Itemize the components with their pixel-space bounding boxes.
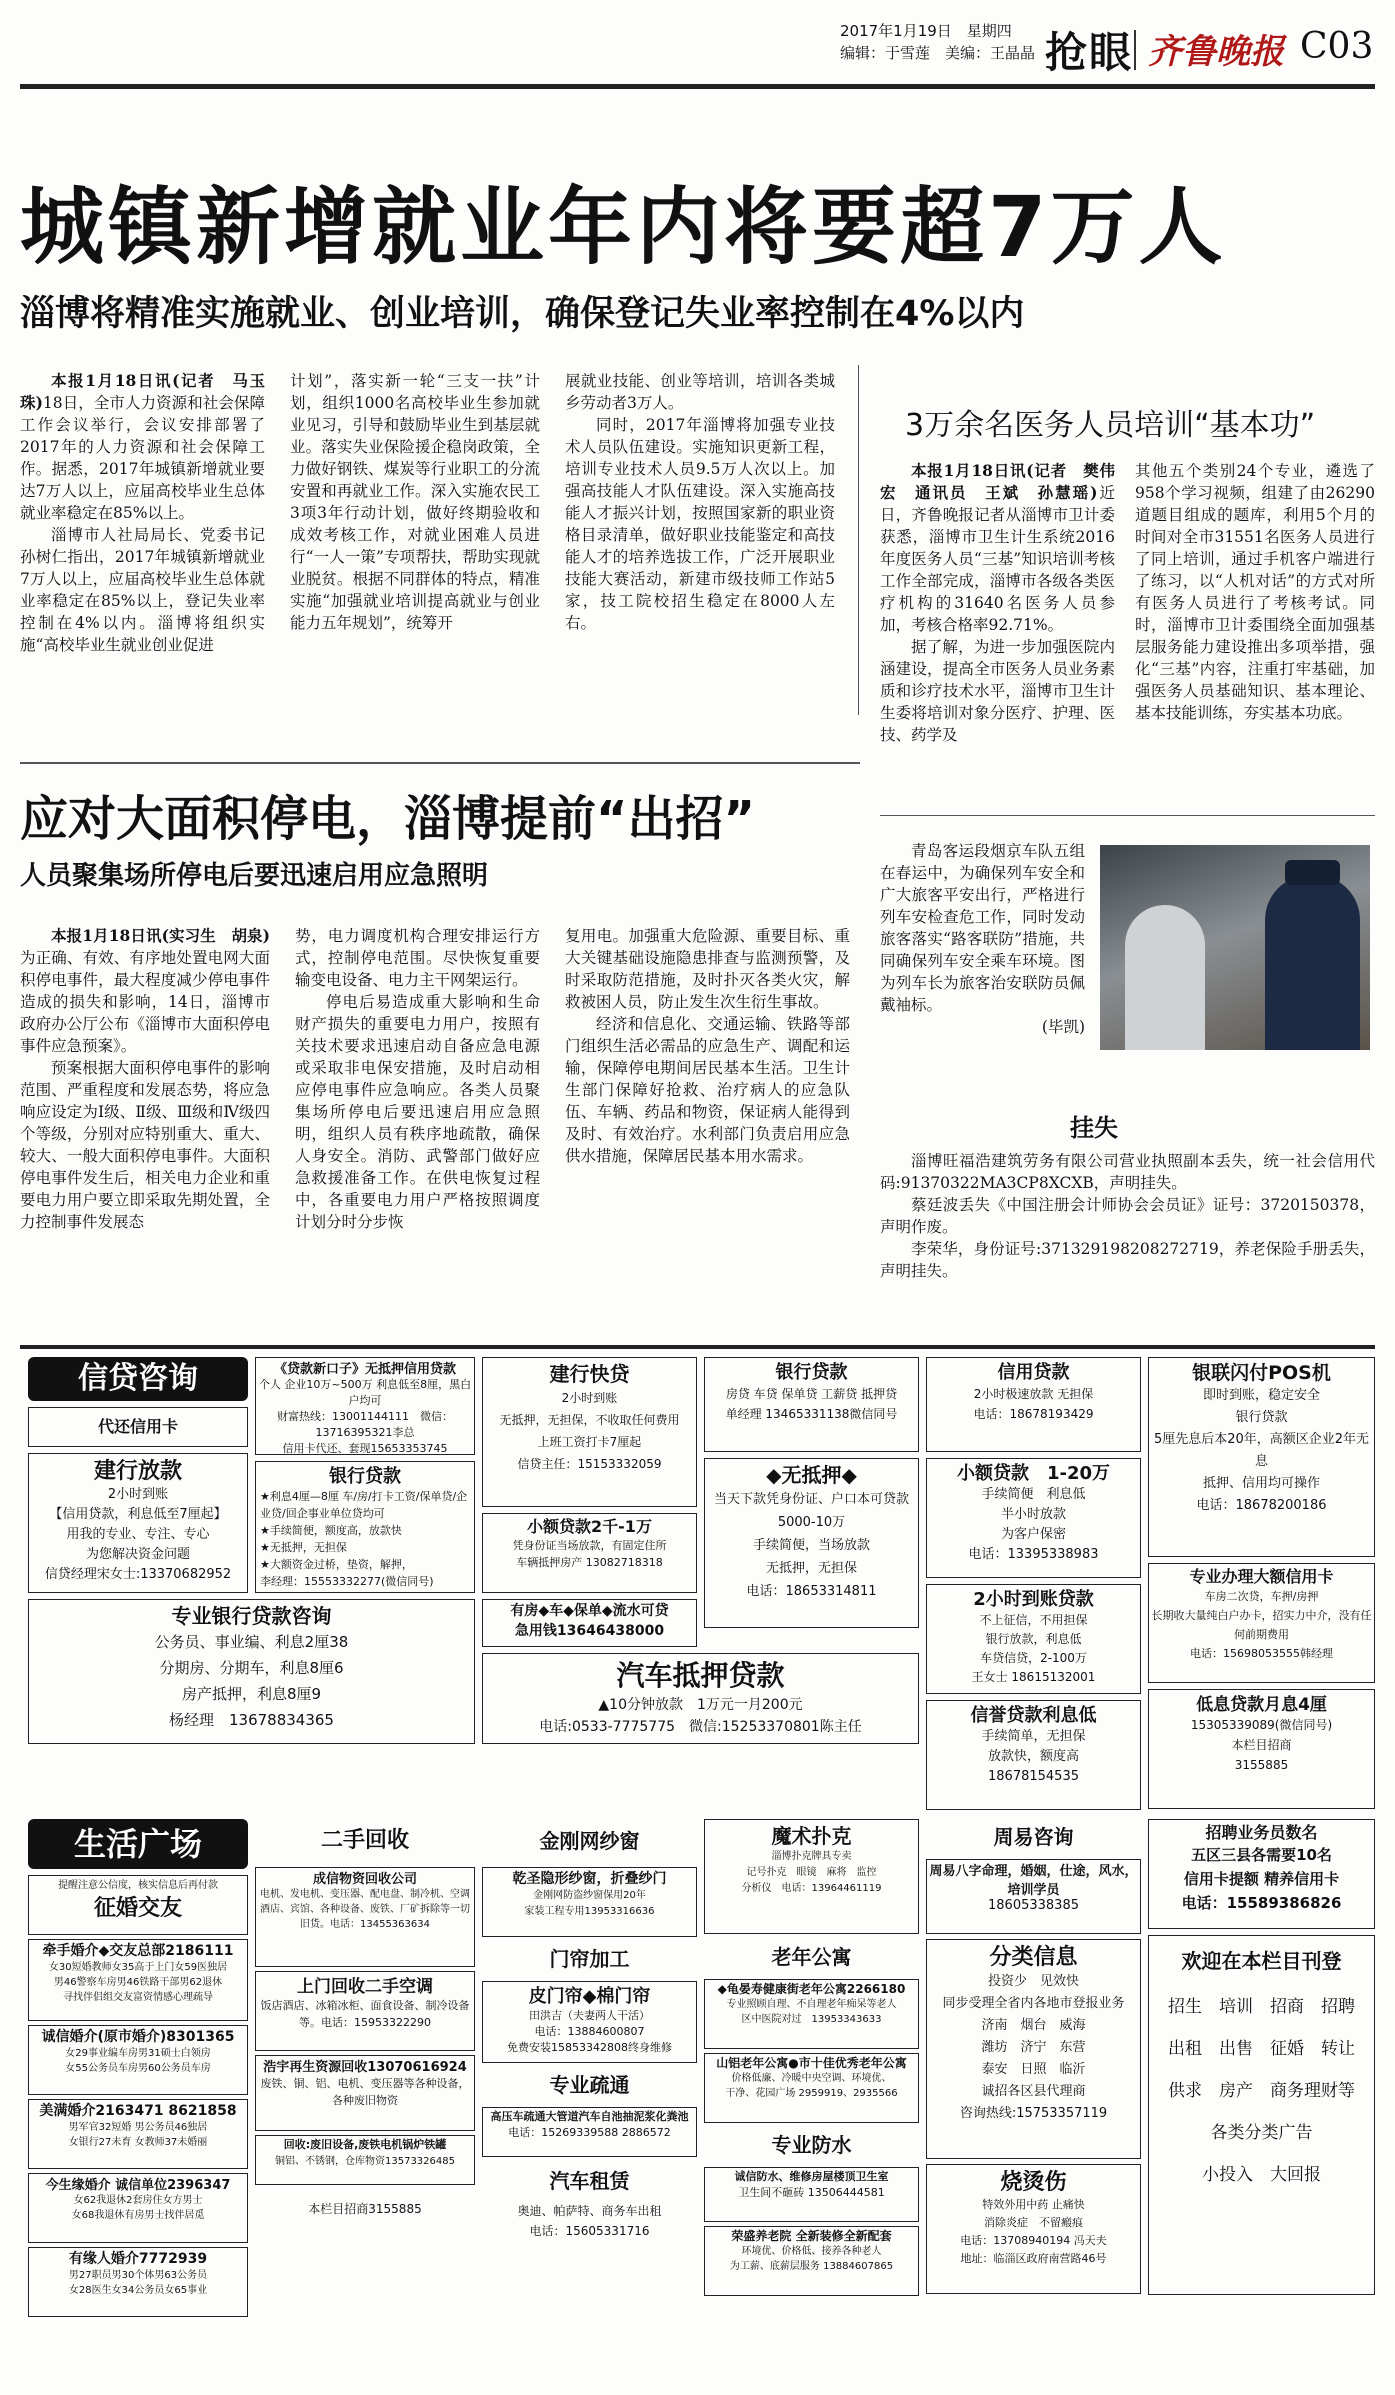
ad-box: 2小时到账贷款 不上征信，不用担保 银行放款，利息低 车贷信贷，2-100万 王女士 18615132001 [926,1584,1141,1694]
ad-box: 今生缘婚介 诚信单位2396347 女62我退休2套房住女方男士 女68我退休有房男士找伴居觅 [28,2173,248,2243]
lost-notice-item: 李荣华，身份证号:371329198208272719，养老保险手册丢失，声明挂失。 [880,1240,1375,1280]
ad-box: 欢迎在本栏目刊登 招生 培训 招商 招聘 出租 出售 征婚 转让 供求 房产 商务理财等 各类分类广告 小投入 大回报 [1148,1935,1375,2295]
ad-heading: 金刚网纱窗 [539,1829,640,1853]
subheadline-power-outage: 人员聚集场所停电后要迅速启用应急照明 [20,861,489,891]
conductor-cap [1285,860,1340,885]
ad-box: 银行贷款 ★利息4厘—8厘 车/房/打卡工资/保单贷/企业贷/回企事业单位贷均可 ★手续简便，额度高，放款快 ★无抵押，无担保 ★大额资金过桥，垫资，解押， 李经理：15553332277(微信同号) [255,1461,475,1593]
ad-box: 小额贷款2千-1万 凭身份证当场放款，有固定住所 车辆抵押房产 13082718318 [482,1513,697,1593]
ad-box: 分类信息 投资少 见效快 同步受理全省内各地市登报业务 济南 烟台 威海 潍坊 济宁 东营 泰安 日照 临沂 诚招各区县代理商 咨询热线:15753357119 [926,1939,1141,2159]
header-rule [20,84,1375,89]
ad-box: 招聘业务员数名 五区三县各需要10名 信用卡提额 精养信用卡 电话：15589386826 [1148,1819,1375,1929]
ad-box: 信用贷款 2小时极速放款 无担保 电话：18678193429 [926,1357,1141,1452]
ad-box: 诚信防水、维修房屋楼顶卫生室 卫生间不砸砖 13506444581 [704,2167,919,2222]
ad-box: 代还信用卡 [28,1407,248,1447]
ad-box: 银行贷款 房贷 车贷 保单贷 工薪贷 抵押贷 单经理 13465331138微信同号 [704,1357,919,1452]
ad-heading: 门帘加工 [549,1947,630,1971]
ad-box: ◆龟晏寿健康街老年公寓2266180 专业照顾自理、不自理老年痴呆等老人 区中医院对过 13953343633 [704,1979,919,2049]
ad-box: 《贷款新口子》无抵押信用贷款 个人 企业10万~500万 利息低至8厘，黑白户均可 财富热线：13001144111 微信：13716395321李总 信用卡代还、套现15653353745 [255,1357,475,1455]
ad-box: 皮门帘◆棉门帘 田洪吉（夫妻两人干活） 电话：13884600807 免费安装15853342808终身维修 [482,1981,697,2063]
ad-box: 浩宇再生资源回收13070616924 废铁、铜、铝、电机、变压器等各种设备，各种废旧物资 [255,2055,475,2131]
ad-heading: 二手回收 [320,1828,409,1853]
ad-heading: 老年公寓 [771,1945,852,1969]
header-date: 2017年1月19日 星期四 [840,22,1012,40]
ad-box: 汽车租赁 奥迪、帕萨特、商务车出租 电话：15605331716 [517,2169,662,2238]
ad-box: ◆无抵押◆ 当天下款凭身份证、户口本可贷款5000-10万 手续简便，当场放款 无抵押，无担保 电话：18653314811 [704,1458,919,1628]
section-rule [880,815,1375,816]
classified-ads [20,1345,1375,2379]
article2-col2: 其他五个类别24个专业，遴选了958个学习视频，组建了由26290道题目组成的题库，利用5个月的时间对全市31551名医务人员进行了同上培训，通过手机客户端进行了练习，以“人机对话”的方式对所有医务人员进行了考核考试。同时，淄博市卫计委围绕全面加强基层服务能力建设推出多项举措，强化“三基”内容，注重打牢基础，加强医务人员基础知识、基本理论、基本技能训练，夯实基本功底。 [1135,462,1375,722]
conductor-figure [1265,875,1360,1050]
ad-box: 乾圣隐形纱窗，折叠纱门 金刚网防盗纱窗保用20年 家装工程专用13953316636 [482,1867,697,1937]
article3-col3: 复用电。加强重大危险源、重要目标、重大关键基础设施隐患排查与监测预警，及时采取防范措施，及时扑灭各类火灾，解救被困人员，防止发生次生衍生事故。 经济和信息化、交通运输、铁路等部门组织生活必需品的应急生产、调配和运输，保障停电期间居民基本生活。卫生计生部门保障好抢救、治疗病人的应急队伍、车辆、药品和物资，保证病人能得到及时、有效治疗。水利部门负责启用应急供水措施，保障居民基本用水需求。 [565,927,850,1165]
ad-box: 山铝老年公寓●市十佳优秀老年公寓 价格低廉、冷暖中央空调、环境优、 干净、花园广场 2959919、2935566 [704,2053,919,2123]
column-divider [858,365,859,715]
passenger-figure [1125,905,1205,1050]
headline-medical-training: 3万余名医务人员培训“基本功” [905,408,1316,443]
credit-section-title: 信贷咨询 [28,1357,248,1401]
ad-box: 汽车抵押贷款 ▲10分钟放款 1万元一月200元 电话:0533-7775775 微信:15253370801陈主任 [482,1653,919,1744]
lost-notice-title: 挂失 [1070,1114,1118,1142]
article1-col2: 计划”，落实新一轮“三支一扶”计划，组织1000名高校毕业生参加就业见习，引导和鼓励毕业生到基层就业。落实失业保险援企稳岗政策，全力做好钢铁、煤炭等行业职工的分流安置和再就业工作。深入实施农民工3项3年行动计划，做好终期验收和成效考核工作，对就业困难人员进行“一人一策”专项帮扶，帮助实现就业脱贫。根据不同群体的特点，精准实施“加强就业培训提高就业与创业能力五年规划”，统筹开 [290,372,540,632]
headline-employment: 城镇新增就业年内将要超7万人 [20,178,1227,276]
ad-box: 牵手婚介◆交友总部2186111 女30短婚教师女35高于上门女59医独居 男46警察车房男46铁路干部男62退休 寻找伴侣组交友富资情感心理疏导 [28,1939,248,2021]
ad-box: 有缘人婚介7772939 男27职员男30个体男63公务员 女28医生女34公务员女65事业 [28,2247,248,2317]
article2-col1: 本报1月18日讯(记者 樊伟宏 通讯员 王斌 孙慧瑶)近日，齐鲁晚报记者从淄博市卫计委获悉，淄博市卫生计生系统2016年度医务人员“三基”知识培训考核工作全部完成，淄博市各级各类医疗机构的31640名医务人员参加，考核合格率92.71%。 据了解，为进一步加强医院内涵建设，提高全市医务人员业务素质和诊疗技术水平，淄博市卫生计生委将培训对象分医疗、护理、医技、药学及 [880,461,1115,744]
page-number: C03 [1300,26,1374,67]
ad-box: 本栏目招商3155885 [308,2202,422,2216]
section-rule [20,762,860,764]
paper-logo: 齐鲁晚报 [1148,32,1284,72]
ad-box: 专业银行贷款咨询 公务员、事业编、利息2厘38 分期房、分期车，利息8厘6 房产抵押，利息8厘9 杨经理 13678834365 [28,1599,475,1744]
ad-heading: 专业疏通 [549,2073,630,2097]
ad-box: 银联闪付POS机 即时到账，稳定安全 银行贷款 5厘先息后本20年，高额区企业2年无息 抵押、信用均可操作 电话：18678200186 [1148,1357,1375,1557]
ad-box: 建行快贷 2小时到账 无抵押，无担保，不收取任何费用 上班工资打卡7厘起 信贷主任：15153332059 [482,1357,697,1507]
ad-box: 魔术扑克 淄博扑克牌具专卖 记号扑克 眼镜 麻将 监控 分析仪 电话：13964461119 [704,1819,919,1934]
article1-col1: 本报1月18日讯(记者 马玉珠)18日，全市人力资源和社会保障工作会议举行，会议安排部署了2017年的人力资源和社会保障工作。据悉，2017年城镇新增就业要达7万人以上，应届高校毕业生总体就业率稳定在85%以上。 淄博市人社局局长、党委书记孙树仁指出，2017年城镇新增就业7万人以上，应届高校毕业生总体就业率稳定在85%以上，登记失业率控制在4%以内。淄博将组织实施“高校毕业生就业创业促进 [20,371,265,654]
ad-box: 提醒注意公信度，核实信息后再付款 征婚交友 [28,1875,248,1935]
life-section-title: 生活广场 [28,1819,248,1869]
ad-box: 成信物资回收公司 电机、发电机、变压器、配电盘、制冷机、空调酒店、宾馆、各种设备、废铁、厂矿拆除等一切旧货。电话：13455363634 [255,1867,475,1967]
ad-box: 烧烫伤 特效外用中药 止痛快 消除炎症 不留瘢痕 电话：13708940194 冯天夫 地址：临淄区政府南营路46号 [926,2164,1141,2294]
ad-box: 荣盛养老院 全新装修全新配套 环境优、价格低、接养各种老人 为工薪、底薪层服务 13884607865 [704,2226,919,2296]
ad-heading: 周易咨询 [993,1825,1074,1849]
lost-notices [880,1150,1375,1335]
photo-caption: 青岛客运段烟京车队五组在春运中，为确保列车安全和广大旅客平安出行，严格进行列车安检查危工作，同时发动旅客落实“路客联防”措施，共同确保列车安全乘车环境。图为列车长为旅客治安联防员佩戴袖标。 (毕凯) [880,842,1085,1036]
ad-box: 周易八字命理，婚姻，仕途，风水，培训学员 18605338385 [926,1859,1141,1934]
subheadline-employment: 淄博将精准实施就业、创业培训，确保登记失业率控制在4%以内 [20,294,1025,334]
article2-dateline: 本报1月18日讯(记者 樊伟宏 通讯员 王斌 孙慧瑶) [880,461,1115,502]
ad-box: 诚信婚介(原市婚介)8301365 女29事业编车房男31硕士白领房 女55公务员车房男60公务员车房 [28,2025,248,2095]
ad-box: 有房◆车◆保单◆流水可贷 急用钱13646438000 [482,1599,697,1647]
ad-box: 信誉贷款利息低 手续简单，无担保 放款快，额度高 18678154535 [926,1700,1141,1810]
section-name: 抢眼 [1045,28,1134,77]
ad-box: 上门回收二手空调 饭店酒店、冰箱冰柜、面食设备、制冷设备等。电话：15953322290 [255,1971,475,2051]
article1-col3: 展就业技能、创业等培训，培训各类城乡劳动者3万人。 同时，2017年淄博将加强专业技术人员队伍建设。实施知识更新工程，培训专业技术人员9.5万人次以上。加强高技能人才队伍建设。深入实施高技能人才振兴计划，按照国家新的职业资格目录清单，做好职业技能鉴定和高技能人才的培养选拔工作，广泛开展职业技能大赛活动，新建市级技师工作站5家，技工院校招生稳定在8000人左右。 [565,372,835,632]
lost-notice-item: 淄博旺福浩建筑劳务有限公司营业执照副本丢失，统一社会信用代码:91370322MA3CP8XCXB，声明挂失。 [880,1152,1375,1192]
ad-heading: 专业防水 [771,2133,852,2157]
photo-credit: (毕凯) [1041,1018,1085,1036]
article3-dateline: 本报1月18日讯(实习生 胡泉) [51,926,270,945]
article3-col2: 势，电力调度机构合理安排运行方式，控制停电范围。尽快恢复重要输变电设备、电力主干网架运行。 停电后易造成重大影响和生命财产损失的重要电力用户，按照有关技术要求迅速启动自备应急电源或采取非电保安措施，及时启动相应停电事件应急响应。各类人员聚集场所停电后要迅速启用应急照明，组织人员有秩序地疏散，确保人身安全。消防、武警部门做好应急救援准备工作。在供电恢复过程中，各重要电力用户严格按照调度计划分时分步恢 [295,927,540,1231]
ad-box: 低息贷款月息4厘 15305339089(微信同号) 本栏目招商 3155885 [1148,1689,1375,1809]
header-editors: 编辑：于雪莲 美编：王晶晶 [840,44,1036,62]
ad-box: 建行放款 2小时到账 【信用贷款，利息低至7厘起】 用我的专业、专注、专心 为您解决资金问题 信贷经理宋女士:13370682952 [28,1453,248,1593]
header-divider [1134,30,1136,70]
headline-power-outage: 应对大面积停电，淄博提前“出招” [20,791,756,847]
article3-col1: 本报1月18日讯(实习生 胡泉)为正确、有效、有序地处置电网大面积停电事件，最大程度减少停电事件造成的损失和影响，14日，淄博市政府办公厅公布《淄博市大面积停电事件应急预案》。 预案根据大面积停电事件的影响范围、严重程度和发展态势，将应急响应设定为Ⅰ级、Ⅱ级、Ⅲ级和Ⅳ级四个等级，分别对应特别重大、重大、较大、一般大面积停电事件。大面积停电事件发生后，相关电力企业和重要电力用户要立即采取先期处置，全力控制事件发展态 [20,926,270,1231]
header-meta [840,20,1035,64]
lost-notice-item: 蔡廷波丢失《中国注册会计师协会会员证》证号：3720150378，声明作废。 [880,1196,1375,1236]
ad-box: 回收:废旧设备,废铁电机锅炉铁罐 铜铝、不锈钢，仓库物资13573326485 [255,2135,475,2185]
article1-dateline: 本报1月18日讯(记者 马玉珠) [20,371,265,412]
ad-box: 小额贷款 1-20万 手续简便 利息低 半小时放款 为客户保密 电话：13395338983 [926,1458,1141,1578]
ad-box: 专业办理大额信用卡 车房二次贷，车押/房押 长期收大量纯白户办卡，招实力中介，没有任何前期费用 电话：15698053555韩经理 [1148,1563,1375,1683]
ad-box: 美满婚介2163471 8621858 男军官32短婚 男公务员46独居 女银行27未育 女教师37未婚丽 [28,2099,248,2169]
news-photo [1100,845,1370,1050]
ad-box: 高压车疏通大管道汽车自池抽泥浆化粪池 电话：15269339588 2886572 [482,2107,697,2157]
